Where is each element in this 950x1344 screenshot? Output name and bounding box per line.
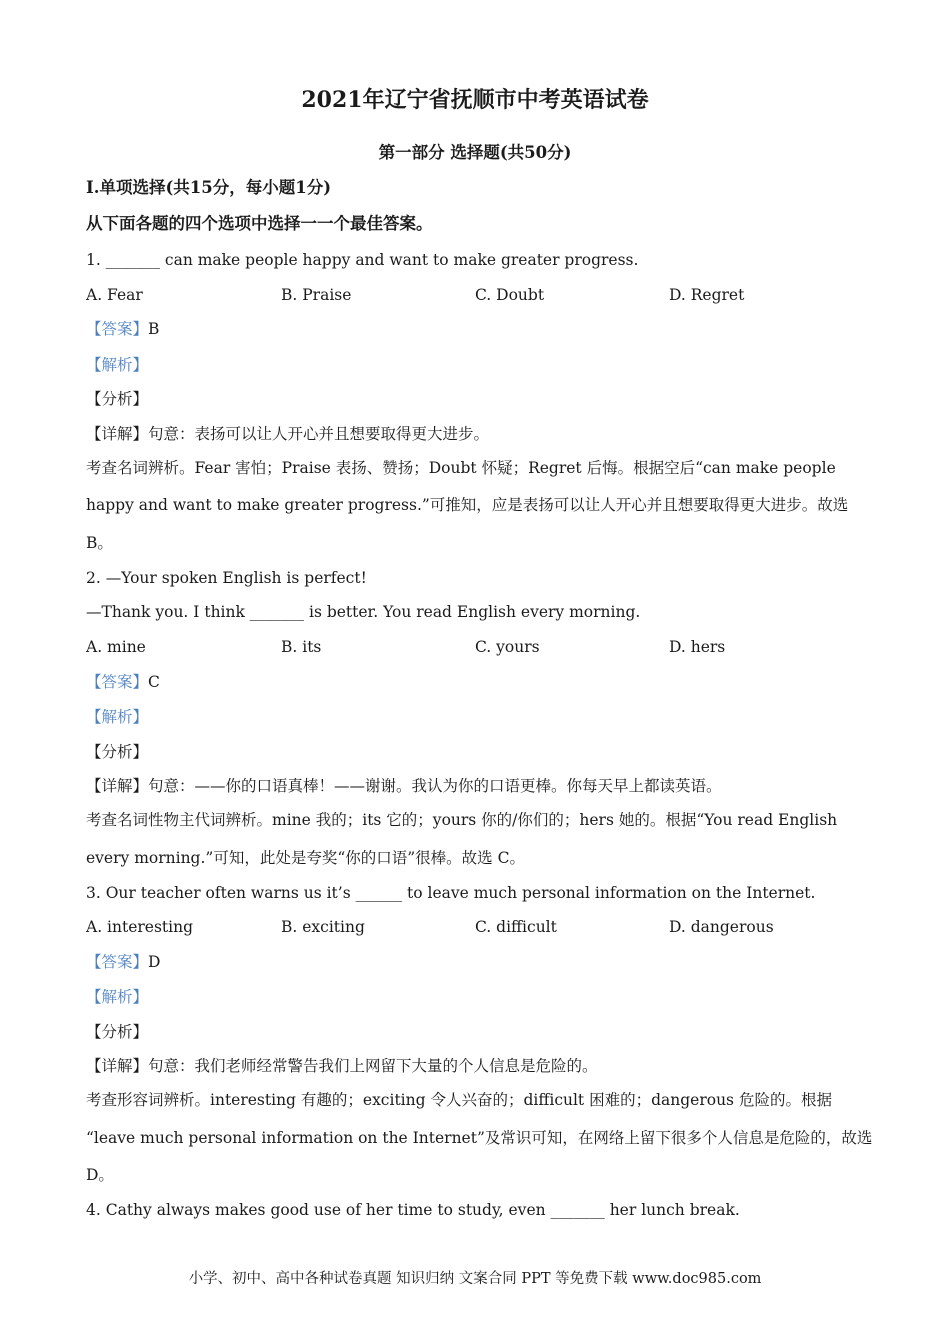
q3-explanation-line-3: D。 xyxy=(86,1166,114,1184)
answer-label: 【答案】 xyxy=(86,673,149,691)
q1-detail-text: 句意：表扬可以让人开心并且想要取得更大进步。 xyxy=(148,425,490,443)
q1-option-b: B. Praise xyxy=(281,286,352,304)
question-3-stem: 3. Our teacher often warns us it’s ______ to leave much personal information on the Internet. xyxy=(86,884,816,902)
document-title: 2021年辽宁省抚顺市中考英语试卷 xyxy=(301,87,649,113)
q1-answer-value: B xyxy=(148,320,160,338)
q3-jiexi-label: 【解析】 xyxy=(86,988,149,1006)
instruction: 从下面各题的四个选项中选择一一个最佳答案。 xyxy=(86,214,433,233)
q3-option-d: D. dangerous xyxy=(669,918,774,936)
answer-label: 【答案】 xyxy=(86,953,149,971)
detail-label: 【详解】 xyxy=(86,777,149,795)
q1-answer xyxy=(86,319,159,339)
answer-label: 【答案】 xyxy=(86,320,149,338)
q2-explanation-line-1: 考查名词性物主代词辨析。mine 我的；its 它的；yours 你的/你们的；hers 她的。根据“You read English xyxy=(86,811,838,829)
detail-label: 【详解】 xyxy=(86,425,149,443)
q3-explanation-line-2: “leave much personal information on the Internet”及常识可知，在网络上留下很多个人信息是危险的，故选 xyxy=(86,1129,873,1147)
q3-explanation-line-1: 考查形容词辨析。interesting 有趣的；exciting 令人兴奋的；difficult 困难的；dangerous 危险的。根据 xyxy=(86,1091,832,1109)
q1-explanation-line-2: happy and want to make greater progress.”可推知，应是表扬可以让人开心并且想要取得更大进步。故选 xyxy=(86,496,849,514)
q1-option-c: C. Doubt xyxy=(475,286,545,304)
q2-detail-text: 句意：——你的口语真棒！——谢谢。我认为你的口语更棒。你每天早上都读英语。 xyxy=(148,777,722,795)
q3-option-a: A. interesting xyxy=(86,918,194,936)
q2-explanation-line-2: every morning.”可知，此处是夸奖“你的口语”很棒。故选 C。 xyxy=(86,849,525,867)
q3-detail xyxy=(86,1056,598,1076)
question-2-stem-2: —Thank you. I think _______ is better. You read English every morning. xyxy=(86,603,641,621)
q2-detail xyxy=(86,776,722,796)
q2-fenxi-label: 【分析】 xyxy=(86,743,149,761)
q2-jiexi-label: 【解析】 xyxy=(86,708,149,726)
q1-explanation-line-3: B。 xyxy=(86,534,113,552)
q3-detail-text: 句意：我们老师经常警告我们上网留下大量的个人信息是危险的。 xyxy=(148,1057,598,1075)
page-footer: 小学、初中、高中各种试卷真题 知识归纳 文案合同 PPT 等免费下载 www.doc985.com xyxy=(188,1271,762,1287)
q2-option-d: D. hers xyxy=(669,638,726,656)
q1-jiexi-label: 【解析】 xyxy=(86,356,149,374)
part-subtitle: 第一部分 选择题(共50分) xyxy=(378,143,572,162)
q2-answer-value: C xyxy=(148,673,160,691)
q2-option-a: A. mine xyxy=(86,638,146,656)
q1-option-a: A. Fear xyxy=(86,286,143,304)
detail-label: 【详解】 xyxy=(86,1057,149,1075)
q3-fenxi-label: 【分析】 xyxy=(86,1023,149,1041)
question-4-stem: 4. Cathy always makes good use of her time to study, even _______ her lunch break. xyxy=(86,1201,740,1219)
q1-option-d: D. Regret xyxy=(669,286,745,304)
q3-answer-value: D xyxy=(148,953,161,971)
section-heading: Ⅰ.单项选择(共15分，每小题1分) xyxy=(86,178,332,197)
q2-answer xyxy=(86,672,160,692)
q1-fenxi-label: 【分析】 xyxy=(86,390,149,408)
q3-option-b: B. exciting xyxy=(281,918,365,936)
q1-explanation-line-1: 考查名词辨析。Fear 害怕；Praise 表扬、赞扬；Doubt 怀疑；Regret 后悔。根据空后“can make people xyxy=(86,459,836,477)
q2-option-c: C. yours xyxy=(475,638,540,656)
q3-answer xyxy=(86,952,160,972)
question-1-stem: 1. _______ can make people happy and want to make greater progress. xyxy=(86,251,639,269)
q2-option-b: B. its xyxy=(281,638,322,656)
question-2-stem: 2. —Your spoken English is perfect! xyxy=(86,569,367,587)
q3-option-c: C. difficult xyxy=(475,918,557,936)
q1-detail xyxy=(86,424,489,444)
